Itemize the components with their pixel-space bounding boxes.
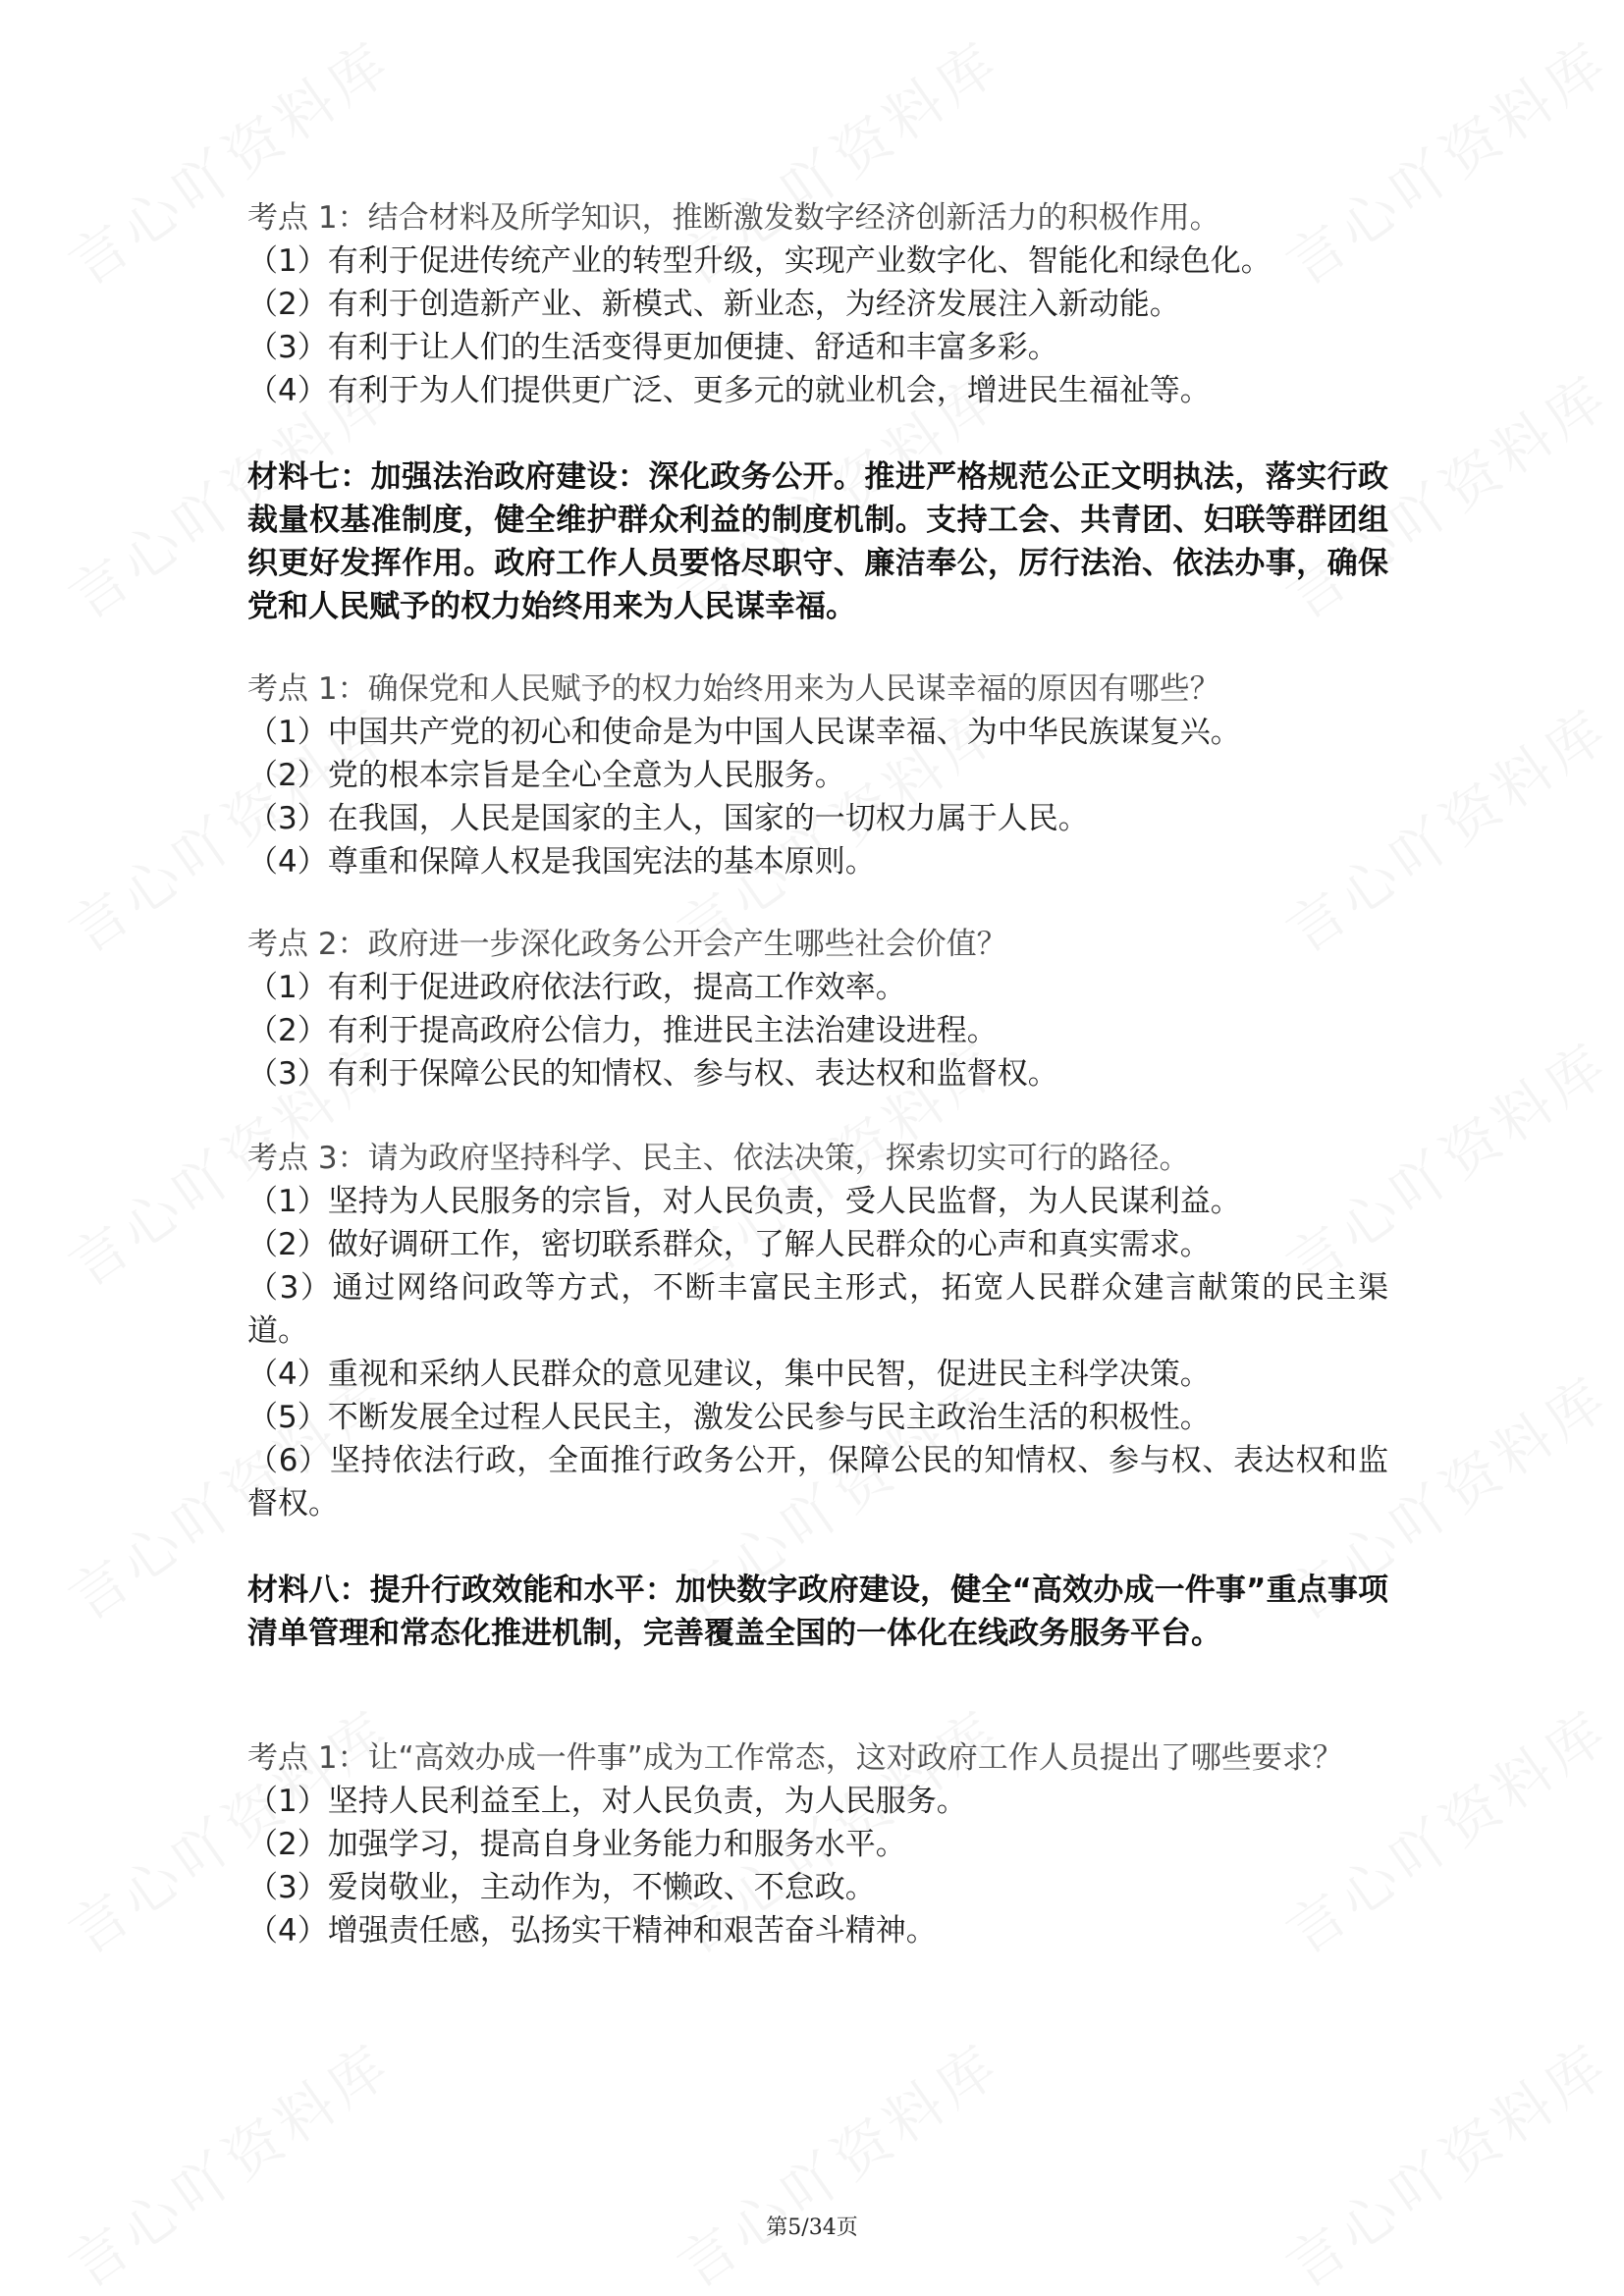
material-eight	[247, 1569, 1388, 1655]
exam-point-digital-economy	[247, 196, 1388, 412]
question-heading: 考点 2：政府进一步深化政务公开会产生哪些社会价值？	[247, 927, 1007, 962]
answer-item: （3）通过网络问政等方式，不断丰富民主形式，拓宽人民群众建言献策的民主渠道。	[247, 1270, 1388, 1349]
answer-item: （3）在我国，人民是国家的主人，国家的一切权力属于人民。	[247, 801, 1089, 836]
material-paragraph: 材料七：加强法治政府建设：深化政务公开。推进严格规范公正文明执法，落实行政裁量权基准制度，健全维护群众利益的制度机制。支持工会、共青团、妇联等群团组织更好发挥作用。政府工作人员要恪尽职守、廉洁奉公，厉行法治、依法办事，确保党和人民赋予的权力始终用来为人民谋幸福。	[247, 459, 1388, 624]
answer-item: （2）有利于提高政府公信力，推进民主法治建设进程。	[247, 1013, 998, 1048]
answer-item: （4）重视和采纳人民群众的意见建议，集中民智，促进民主科学决策。	[247, 1357, 1211, 1392]
answer-item: （5）不断发展全过程人民民主，激发公民参与民主政治生活的积极性。	[247, 1400, 1211, 1435]
answer-item: （3）有利于保障公民的知情权、参与权、表达权和监督权。	[247, 1056, 1058, 1092]
answer-item: （4）有利于为人们提供更广泛、更多元的就业机会，增进民生福祉等。	[247, 373, 1211, 408]
answer-item: （4）尊重和保障人权是我国宪法的基本原则。	[247, 844, 876, 880]
answer-item: （2）加强学习，提高自身业务能力和服务水平。	[247, 1827, 906, 1862]
watermark-text	[50, 2019, 406, 2296]
watermark-text	[659, 2019, 1015, 2296]
question-heading: 考点 1：确保党和人民赋予的权力始终用来为人民谋幸福的原因有哪些？	[247, 671, 1220, 707]
question-heading: 考点 3：请为政府坚持科学、民主、依法决策，探索切实可行的路径。	[247, 1141, 1190, 1176]
exam-point-decision-making	[247, 1137, 1388, 1525]
answer-item: （4）增强责任感，弘扬实干精神和艰苦奋斗精神。	[247, 1913, 937, 1949]
answer-item: （2）党的根本宗旨是全心全意为人民服务。	[247, 758, 845, 793]
answer-item: （2）有利于创造新产业、新模式、新业态，为经济发展注入新动能。	[247, 287, 1180, 322]
exam-point-power-for-people	[247, 667, 1388, 883]
material-paragraph: 材料八：提升行政效能和水平：加快数字政府建设，健全“高效办成一件事”重点事项清单管理和常态化推进机制，完善覆盖全国的一体化在线政务服务平台。	[247, 1573, 1388, 1651]
exam-point-open-government	[247, 923, 1388, 1095]
page-number: 第5/34页	[766, 2216, 858, 2240]
answer-item: （1）坚持为人民服务的宗旨，对人民负责，受人民监督，为人民谋利益。	[247, 1184, 1241, 1219]
answer-item: （3）爱岗敬业，主动作为，不懒政、不怠政。	[247, 1870, 876, 1905]
question-heading: 考点 1：让“高效办成一件事”成为工作常态，这对政府工作人员提出了哪些要求？	[247, 1740, 1343, 1776]
answer-item: （1）中国共产党的初心和使命是为中国人民谋幸福、为中华民族谋复兴。	[247, 715, 1241, 750]
answer-item: （2）做好调研工作，密切联系群众，了解人民群众的心声和真实需求。	[247, 1227, 1211, 1262]
question-heading: 考点 1：结合材料及所学知识，推断激发数字经济创新活力的积极作用。	[247, 200, 1220, 236]
exam-point-efficiency	[247, 1736, 1388, 1952]
answer-item: （1）有利于促进政府依法行政，提高工作效率。	[247, 970, 906, 1005]
answer-item: （3）有利于让人们的生活变得更加便捷、舒适和丰富多彩。	[247, 330, 1058, 365]
watermark-text	[1268, 2019, 1624, 2296]
material-seven	[247, 455, 1388, 628]
answer-item: （6）坚持依法行政，全面推行政务公开，保障公民的知情权、参与权、表达权和监督权。	[247, 1443, 1388, 1522]
answer-item: （1）坚持人民利益至上，对人民负责，为人民服务。	[247, 1784, 967, 1819]
answer-item: （1）有利于促进传统产业的转型升级，实现产业数字化、智能化和绿色化。	[247, 243, 1272, 279]
